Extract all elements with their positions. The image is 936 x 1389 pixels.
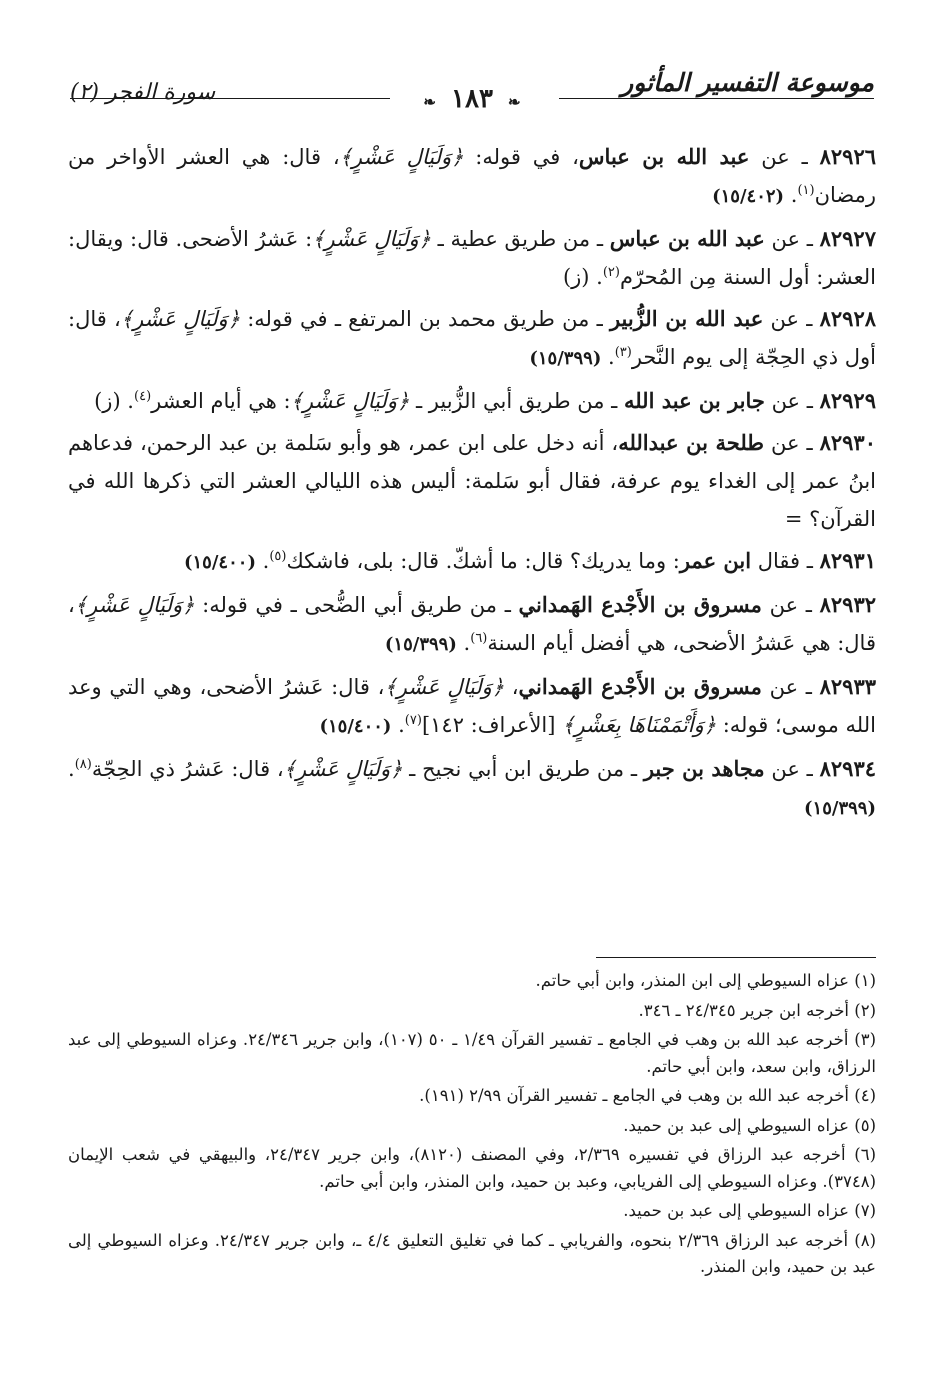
- footnote: (٥) عزاه السيوطي إلى عبد بن حميد.: [623, 1115, 876, 1135]
- entry-number: ٨٢٩٢٦: [819, 144, 877, 169]
- footnote-marker: (٣): [614, 345, 632, 360]
- quran-verse: ﴿وَلَيَالٍ عَشْرٍ﴾: [312, 227, 431, 251]
- quran-verse: ﴿وَلَيَالٍ عَشْرٍ﴾: [290, 389, 410, 413]
- entry-number: ٨٢٩٣١: [819, 548, 876, 573]
- separator: ـ عن: [764, 757, 820, 781]
- narrator-name: طلحة بن عبدالله: [618, 430, 765, 455]
- entry-text: [الأعراف: ١٤٢]: [421, 713, 563, 737]
- entry-text: ـ من طريق عطية ـ: [430, 227, 610, 251]
- separator: ـ عن: [764, 389, 820, 413]
- narrator-name: مجاهد بن جبر: [643, 756, 765, 781]
- entry-text: .: [784, 183, 798, 207]
- entry-text: : هي أيام العشر: [151, 389, 291, 413]
- entry-text: . (ز): [562, 265, 603, 289]
- narrator-name: عبد الله بن عباس: [578, 144, 750, 169]
- separator: ـ: [800, 549, 820, 573]
- separator: ـ عن: [761, 593, 820, 617]
- entry-number: ٨٢٩٣٢: [819, 592, 877, 617]
- entry-text: فقال: [751, 549, 801, 573]
- narrator-name: مسروق بن الأَجْدع الهَمداني: [518, 592, 762, 617]
- entry-text: ، قال: عَشرُ الأضحى، وهي التي وعد الله موسى؛ قوله:: [68, 675, 876, 737]
- entry-text: ، قال: عَشرُ ذي الحِجّة: [91, 757, 284, 781]
- entry-text: .: [456, 631, 471, 655]
- narrator-name: عبد الله بن عباس: [609, 226, 765, 251]
- separator: ـ عن: [761, 675, 820, 699]
- entry-text: ـ من طريق أبي الضُّحى ـ في قوله:: [194, 593, 519, 617]
- footnote-divider: [596, 957, 876, 958]
- entry-text: ،: [504, 675, 519, 699]
- footnote-marker: (٢): [602, 265, 620, 280]
- footnote: (٤) أخرجه عبد الله بن وهب في الجامع ـ تفسير القرآن ٢/٩٩ (١٩١).: [419, 1086, 876, 1105]
- hadith-entry: [68, 750, 876, 828]
- volume-reference: (١٥/٤٠٢): [712, 186, 785, 207]
- separator: ـ عن: [764, 227, 820, 251]
- header-rule-right: [559, 98, 874, 99]
- quran-verse: ﴿وَأَتْمَمْنَاهَا بِعَشْرٍ﴾: [562, 713, 717, 737]
- hadith-entry: [68, 138, 876, 216]
- narrator-name: عبد الله بن الزُّبير: [609, 306, 764, 331]
- entry-text: ، في قوله:: [463, 145, 579, 169]
- footnote: (٢) أخرجه ابن جرير ٢٤/٣٤٥ ـ ٣٤٦.: [638, 1000, 876, 1020]
- footnote-marker: (٥): [269, 549, 287, 564]
- footnote-marker: (٦): [470, 631, 488, 646]
- entry-text: .: [255, 549, 270, 573]
- main-content: [68, 138, 876, 832]
- entry-number: ٨٢٩٢٩: [819, 388, 876, 413]
- entry-text: . (ز): [94, 389, 134, 413]
- volume-reference: (١٥/٤٠٠): [319, 716, 392, 737]
- page-number-group: [417, 84, 526, 114]
- quran-verse: ﴿وَلَيَالٍ عَشْرٍ﴾: [74, 593, 195, 617]
- quran-verse: ﴿وَلَيَالٍ عَشْرٍ﴾: [339, 145, 464, 169]
- entry-text: ، قال: أول ذي الحِجّة إلى يوم النَّحر: [68, 307, 876, 369]
- footnotes: [68, 968, 876, 1284]
- surah-title: سورة الفجر (٢): [70, 80, 216, 105]
- ornament-right: ❧: [423, 93, 436, 111]
- hadith-entry: [68, 542, 876, 582]
- footnote: (٧) عزاه السيوطي إلى عبد بن حميد.: [623, 1201, 876, 1220]
- footnote: (١) عزاه السيوطي إلى ابن المنذر، وابن أبي حاتم.: [535, 971, 876, 990]
- volume-reference: (١٥/٣٩٩): [804, 798, 876, 819]
- footnote: (٣) أخرجه عبد الله بن وهب في الجامع ـ تفسير القرآن ١/٤٩ ـ ٥٠ (١٠٧)، وابن جرير ٢٤/٣٤٦. وعزاه السيوطي إلى عبد الرزاق، وابن سعد، وابن أبي حاتم.: [68, 1030, 876, 1076]
- entry-text: .: [68, 757, 75, 781]
- volume-reference: (١٥/٤٠٠): [183, 552, 256, 573]
- quran-verse: ﴿وَلَيَالٍ عَشْرٍ﴾: [384, 675, 505, 699]
- footnote-marker: (١): [797, 183, 815, 198]
- entry-text: .: [601, 345, 615, 369]
- separator: ـ عن: [749, 145, 820, 169]
- separator: ـ عن: [764, 431, 820, 455]
- entry-text: ، قال: هي عَشرُ الأضحى، هي أفضل أيام السنة: [68, 593, 876, 655]
- hadith-entry: [68, 382, 876, 420]
- entry-text: ـ من طريق ابن أبي نجيح ـ: [402, 757, 644, 781]
- footnote: (٨) أخرجه عبد الرزاق ٢/٣٦٩ بنحوه، والفريابي ـ كما في تغليق التعليق ٤/٤ ـ، وابن جرير ٢٤/٣٤٧. وعزاه السيوطي إلى عبد بن حميد، وابن المنذر.: [68, 1230, 877, 1276]
- entry-text: ، أنه دخل على ابن عمر، هو وأبو سَلمة بن عبد الرحمن، فدعاهم ابنُ عمر إلى الغداء يوم عرفة، فقال أبو سَلمة: أليس هذه الليالي العشر التي ذكرها الله في القرآن؟ =: [68, 431, 876, 531]
- entry-text: .: [391, 713, 405, 737]
- footnote-marker: (٧): [404, 713, 422, 728]
- narrator-name: مسروق بن الأَجْدع الهَمداني: [518, 674, 762, 699]
- hadith-entry: [68, 668, 876, 746]
- hadith-entry: [68, 586, 876, 664]
- entry-number: ٨٢٩٢٧: [819, 226, 876, 251]
- volume-reference: (١٥/٣٩٩): [529, 348, 602, 369]
- narrator-name: جابر بن عبد الله: [623, 388, 765, 413]
- ornament-left: ❧: [508, 93, 521, 111]
- entry-text: ـ من طريق أبي الزُّبير ـ: [409, 389, 624, 413]
- entry-number: ٨٢٩٢٨: [819, 306, 877, 331]
- book-title: موسوعة التفسير المأثور: [621, 68, 874, 97]
- separator: ـ عن: [763, 307, 820, 331]
- footnote-marker: (٨): [74, 757, 92, 772]
- quran-verse: ﴿وَلَيَالٍ عَشْرٍ﴾: [120, 307, 240, 331]
- entry-number: ٨٢٩٣٠: [819, 430, 876, 455]
- volume-reference: (١٥/٣٩٩): [384, 634, 457, 655]
- entry-number: ٨٢٩٣٤: [819, 756, 877, 781]
- entry-number: ٨٢٩٣٣: [819, 674, 877, 699]
- entry-text: ـ من طريق محمد بن المرتفع ـ في قوله:: [240, 307, 610, 331]
- hadith-entry: [68, 220, 876, 296]
- hadith-entry: [68, 424, 876, 538]
- footnote-marker: (٤): [134, 389, 152, 404]
- footnote: (٦) أخرجه عبد الرزاق في تفسيره ٢/٣٦٩، وفي المصنف (٨١٢٠)، وابن جرير ٢٤/٣٤٧، والبيهقي في شعب الإيمان (٣٧٤٨). وعزاه السيوطي إلى الفريابي، وعبد بن حميد، وابن المنذر، وابن أبي حاتم.: [68, 1145, 877, 1191]
- entry-text: : وما يدريك؟ قال: ما أشكّ. قال: بلى، فاشكك: [286, 549, 680, 573]
- page-number: ١٨٣: [451, 84, 493, 114]
- hadith-entry: [68, 300, 876, 378]
- entry-text: ، قال: هي العشر الأواخر من رمضان: [68, 145, 876, 207]
- quran-verse: ﴿وَلَيَالٍ عَشْرٍ﴾: [283, 757, 403, 781]
- narrator-name: ابن عمر: [679, 548, 752, 573]
- entry-text: : عَشرُ الأضحى. قال: ويقال: العشر: أول السنة مِن المُحرّم: [68, 227, 876, 289]
- page-header: [70, 62, 874, 122]
